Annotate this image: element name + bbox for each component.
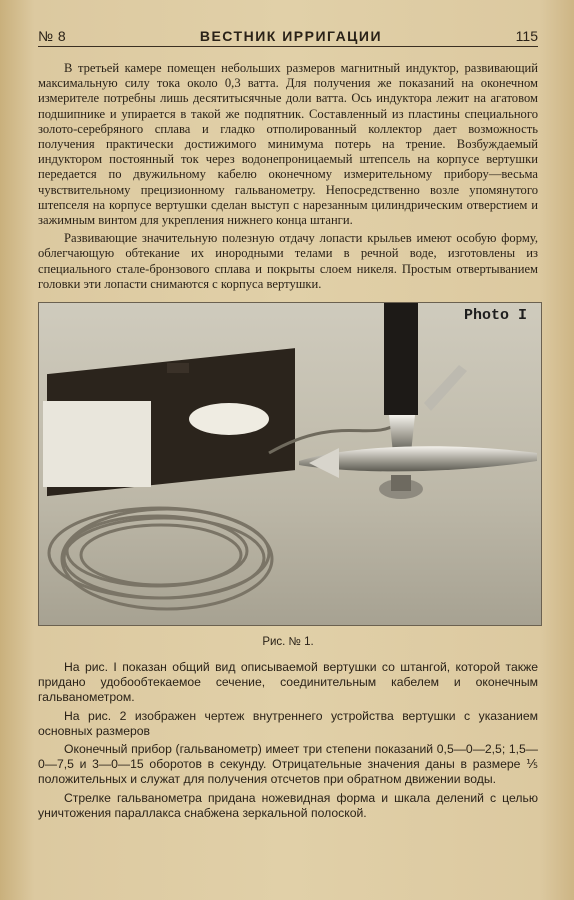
paragraph: На рис. I показан общий вид описываемой вертушки со штангой, которой также придано удобообтекаемое сечение, соединительным кабелем и оконечным гальванометром. [38, 660, 538, 705]
photo-figure [38, 302, 542, 626]
galvanometer-dial [189, 403, 269, 435]
figure-caption: Рис. № 1. [262, 636, 314, 649]
page-header [38, 28, 538, 47]
paragraph: Оконечный прибор (гальванометр) имеет три степени показаний 0,5—0—2,5; 1,5—0—7,5 и 3—0—15 оборотов в секунду. Отрицательные значения даны в размере ⅕ положительных и служат для получения отсчетов при обратном движении воды. [38, 742, 538, 787]
rod [384, 303, 418, 415]
paragraph: В третьей камере помещен небольших размеров магнитный индуктор, развивающий максимальную силу тока около 0,3 ватта. Для получения же показаний на оконечном измерителе потребны лишь десятитысячные доли ватта. Ось индуктора лежит на агатовом подшипнике и упирается в такой же подпятник. Составленный из пластины специального золото-серебряного сплава и гладко отполированный коллектор дает возможность получения практически достижимого минимума потерь на трение. Возбуждаемый индуктором постоянный ток через водонепроницаемый штепсель на корпусе вертушки передается по двужильному кабелю оконечному измерительному прибору—весьма чувствительному прецизионному гальванометру. Непосредственно возле упомянутого штепселя на корпусе вертушки сделан выступ с нарезанным цилиндрическим отверстием и зажимным винтом для укрепления нижнего конца штанги. [38, 61, 538, 228]
page-number: 115 [515, 28, 538, 44]
journal-title: ВЕСТНИК ИРРИГАЦИИ [199, 28, 383, 44]
current-meter-photo [39, 303, 541, 625]
paragraph: Стрелке гальванометра придана ножевидная форма и шкала делений с целью уничтожения параллакса снабжена зеркальной полоской. [38, 790, 538, 820]
issue-number: № 8 [38, 28, 67, 44]
photo-label: Photo I [463, 307, 527, 325]
paragraph: На рис. 2 изображен чертеж внутреннего устройства вертушки с указанием основных размеров [38, 708, 538, 738]
body-text-before [38, 61, 538, 292]
galvanometer-lid-panel [43, 401, 151, 487]
body-text-after [38, 660, 538, 821]
paragraph: Развивающие значительную полезную отдачу лопасти крыльев имеют особую форму, облегчающую обтекание их инородными телами в речной воде, изготовлены из специального стале-бронзового сплава и покрыты слоем никеля. Простым отвертыванием головки эти лопасти снимаются с корпуса вертушки. [38, 231, 538, 291]
